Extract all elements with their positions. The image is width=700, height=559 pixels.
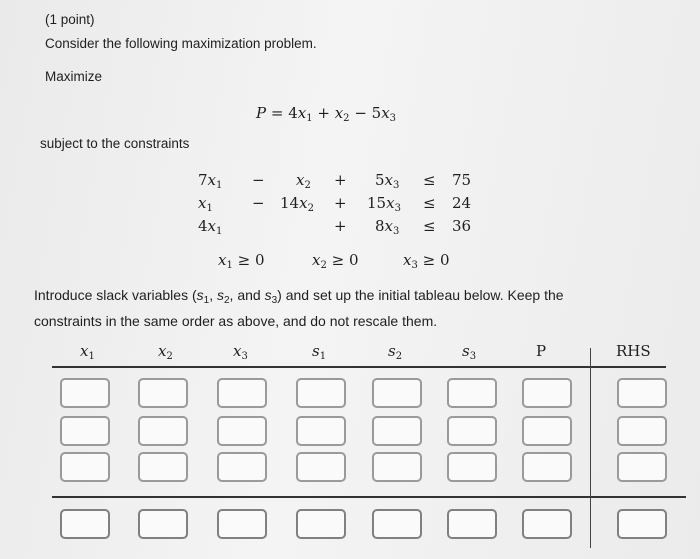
tableau-cell-r2-x2[interactable] [138, 416, 188, 446]
nonneg-x2: $x_2 \ge 0$ [312, 251, 359, 271]
tableau-cell-r3-s2[interactable] [372, 452, 422, 482]
constraint-1-x1: $7x_1$ [198, 171, 223, 191]
tableau-cell-r3-x2[interactable] [138, 452, 188, 482]
instructions-text: Introduce slack variables ($s_1$, $s_2$, and $s_3$) and set up the initial tableau below. Keep the constraints in the same order as above, and do not rescale them. [34, 287, 564, 329]
tableau-cell-r3-x1[interactable] [60, 452, 110, 482]
tableau-cell-r1-s3[interactable] [447, 378, 497, 408]
tableau-cell-r4-x2[interactable] [138, 509, 188, 539]
constraint-2-x3: $15x_3$ [367, 194, 401, 214]
constraint-3-relation: ≤ [423, 217, 436, 235]
points-label: (1 point) [45, 12, 95, 27]
tableau-cell-r1-p[interactable] [522, 378, 572, 408]
tableau-cell-r2-rhs[interactable] [617, 416, 667, 446]
tableau-cell-r2-x1[interactable] [60, 416, 110, 446]
constraint-2-relation: ≤ [423, 194, 436, 212]
constraint-1-op1: − [252, 171, 265, 189]
tableau-cell-r2-s2[interactable] [372, 416, 422, 446]
header-x2: $x_2$ [158, 342, 173, 362]
constraint-3-x1: $4x_1$ [198, 217, 223, 237]
tableau-cell-r2-s3[interactable] [447, 416, 497, 446]
tableau-cell-r2-s1[interactable] [296, 416, 346, 446]
constraint-3-rhs: 36 [452, 217, 472, 235]
constraint-2-rhs: 24 [452, 194, 472, 212]
objective-function: $P = 4x_1 + x_2 - 5x_3$ [256, 104, 397, 124]
header-x1: $x_1$ [80, 342, 95, 362]
header-rhs: RHS [616, 342, 651, 360]
tableau-cell-r4-rhs[interactable] [617, 509, 667, 539]
constraint-2-op2: + [334, 194, 347, 212]
constraint-1-x3: $5x_3$ [375, 171, 400, 191]
tableau-cell-r1-s1[interactable] [296, 378, 346, 408]
tableau-cell-r3-p[interactable] [522, 452, 572, 482]
constraint-1-x2: $x_2$ [296, 171, 311, 191]
tableau-cell-r1-x3[interactable] [217, 378, 267, 408]
constraint-1-op2: + [334, 171, 347, 189]
maximize-label: Maximize [45, 69, 103, 84]
tableau-cell-r4-x1[interactable] [60, 509, 110, 539]
tableau-cell-r1-x1[interactable] [60, 378, 110, 408]
intro-text: Consider the following maximization problem. [45, 36, 317, 51]
tableau-cell-r3-rhs[interactable] [617, 452, 667, 482]
nonneg-x1: $x_1 \ge 0$ [218, 251, 265, 271]
tableau-cell-r3-x3[interactable] [217, 452, 267, 482]
header-p: P [536, 342, 547, 360]
tableau-cell-r4-p[interactable] [522, 509, 572, 539]
tableau-cell-r1-s2[interactable] [372, 378, 422, 408]
constraint-1-rhs: 75 [452, 171, 472, 189]
tableau-cell-r4-s1[interactable] [296, 509, 346, 539]
constraint-3-op2: + [334, 217, 347, 235]
header-s2: $s_2$ [388, 342, 403, 362]
tableau-cell-r4-s3[interactable] [447, 509, 497, 539]
header-x3: $x_3$ [233, 342, 248, 362]
tableau-cell-r3-s3[interactable] [447, 452, 497, 482]
tableau-cell-r2-p[interactable] [522, 416, 572, 446]
tableau-cell-r2-x3[interactable] [217, 416, 267, 446]
tableau-cell-r3-s1[interactable] [296, 452, 346, 482]
tableau-cell-r4-s2[interactable] [372, 509, 422, 539]
nonneg-x3: $x_3 \ge 0$ [403, 251, 450, 271]
tableau-cell-r4-x3[interactable] [217, 509, 267, 539]
constraints-label: subject to the constraints [40, 136, 190, 151]
tableau-header-rule [52, 366, 666, 368]
tableau-rhs-divider [590, 348, 591, 548]
constraint-3-x3: $8x_3$ [375, 217, 400, 237]
header-s3: $s_3$ [462, 342, 477, 362]
constraint-2-x2: $14x_2$ [280, 194, 314, 214]
constraint-1-relation: ≤ [423, 171, 436, 189]
tableau-cell-r1-rhs[interactable] [617, 378, 667, 408]
header-s1: $s_1$ [312, 342, 327, 362]
constraint-2-op1: − [252, 194, 265, 212]
constraint-2-x1: $x_1$ [198, 194, 213, 214]
tableau-cell-r1-x2[interactable] [138, 378, 188, 408]
